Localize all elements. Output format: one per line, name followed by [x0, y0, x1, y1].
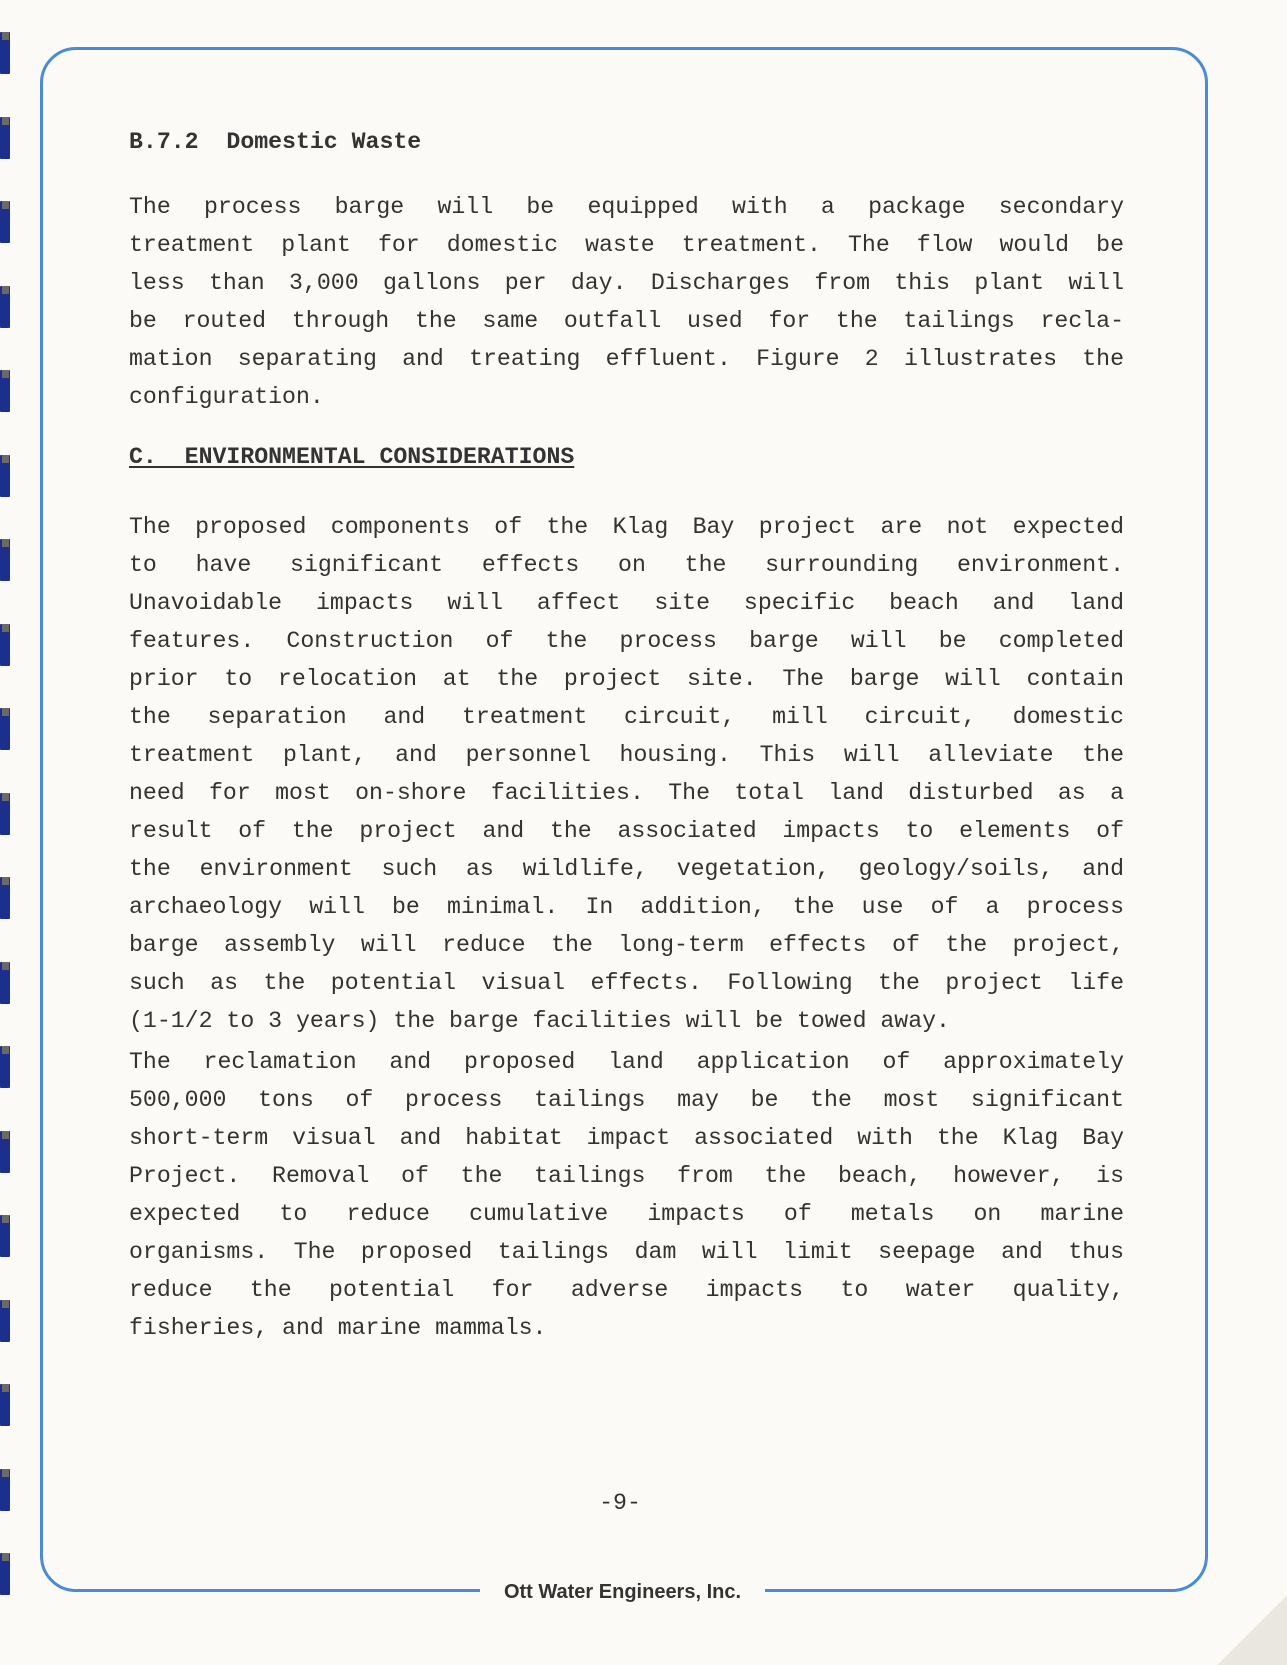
text-line: result of the project and the associated impacts to elements of — [129, 818, 1124, 844]
binding-ring — [0, 370, 10, 412]
binding-ring — [0, 539, 10, 581]
text-line: prior to relocation at the project site. The barge will contain — [129, 666, 1124, 692]
text-line: mation separating and treating effluent. Figure 2 illustrates the — [129, 346, 1124, 372]
binding-ring — [0, 117, 10, 159]
binding-ring — [0, 455, 10, 497]
text-line: barge assembly will reduce the long-term effects of the project, — [129, 932, 1124, 958]
text-line: to have significant effects on the surrounding environment. — [129, 552, 1124, 578]
text-line: Project. Removal of the tailings from the beach, however, is — [129, 1163, 1124, 1189]
page-number: -9- — [599, 1490, 641, 1516]
binding-ring — [0, 201, 10, 243]
text-line: such as the potential visual effects. Following the project life — [129, 970, 1124, 996]
footer-company-name: Ott Water Engineers, Inc. — [503, 1581, 742, 1603]
binding-ring — [0, 624, 10, 666]
paragraph-domestic-waste — [129, 188, 1124, 416]
text-line: be routed through the same outfall used for the tailings recla- — [129, 308, 1124, 334]
spiral-binding — [0, 0, 14, 1665]
binding-ring — [0, 1300, 10, 1342]
section-heading-b72: B.7.2 Domestic Waste — [129, 129, 422, 155]
text-line: treatment plant for domestic waste treatment. The flow would be — [129, 232, 1124, 258]
binding-ring — [0, 1215, 10, 1257]
binding-ring — [0, 1384, 10, 1426]
page-curl — [1217, 1595, 1287, 1665]
text-line: expected to reduce cumulative impacts of metals on marine — [129, 1201, 1124, 1227]
binding-ring — [0, 32, 10, 74]
text-line: archaeology will be minimal. In addition, the use of a process — [129, 894, 1124, 920]
text-line: the environment such as wildlife, vegetation, geology/soils, and — [129, 856, 1124, 882]
text-line: treatment plant, and personnel housing. This will alleviate the — [129, 742, 1124, 768]
text-line: short-term visual and habitat impact associated with the Klag Bay — [129, 1125, 1124, 1151]
binding-ring — [0, 793, 10, 835]
text-line: (1-1/2 to 3 years) the barge facilities will be towed away. — [129, 1008, 950, 1034]
text-line: Unavoidable impacts will affect site specific beach and land — [129, 590, 1124, 616]
text-line: configuration. — [129, 384, 324, 410]
paragraph-environmental-2 — [129, 1043, 1124, 1347]
text-line: need for most on-shore facilities. The total land disturbed as a — [129, 780, 1124, 806]
section-heading-c: C. ENVIRONMENTAL CONSIDERATIONS — [129, 444, 575, 470]
text-line: the separation and treatment circuit, mill circuit, domestic — [129, 704, 1124, 730]
binding-ring — [0, 1131, 10, 1173]
binding-ring — [0, 708, 10, 750]
binding-ring — [0, 1553, 10, 1595]
text-line: The reclamation and proposed land application of approximately — [129, 1049, 1124, 1075]
binding-ring — [0, 877, 10, 919]
text-line: less than 3,000 gallons per day. Discharges from this plant will — [129, 270, 1124, 296]
text-line: The process barge will be equipped with a package secondary — [129, 194, 1124, 220]
text-line: features. Construction of the process barge will be completed — [129, 628, 1124, 654]
text-line: fisheries, and marine mammals. — [129, 1315, 547, 1341]
text-line: reduce the potential for adverse impacts to water quality, — [129, 1277, 1124, 1303]
paragraph-environmental-1 — [129, 508, 1124, 1040]
binding-ring — [0, 286, 10, 328]
binding-ring — [0, 1046, 10, 1088]
text-line: The proposed components of the Klag Bay project are not expected — [129, 514, 1124, 540]
text-line: organisms. The proposed tailings dam will limit seepage and thus — [129, 1239, 1124, 1265]
text-line: 500,000 tons of process tailings may be the most significant — [129, 1087, 1124, 1113]
binding-ring — [0, 962, 10, 1004]
